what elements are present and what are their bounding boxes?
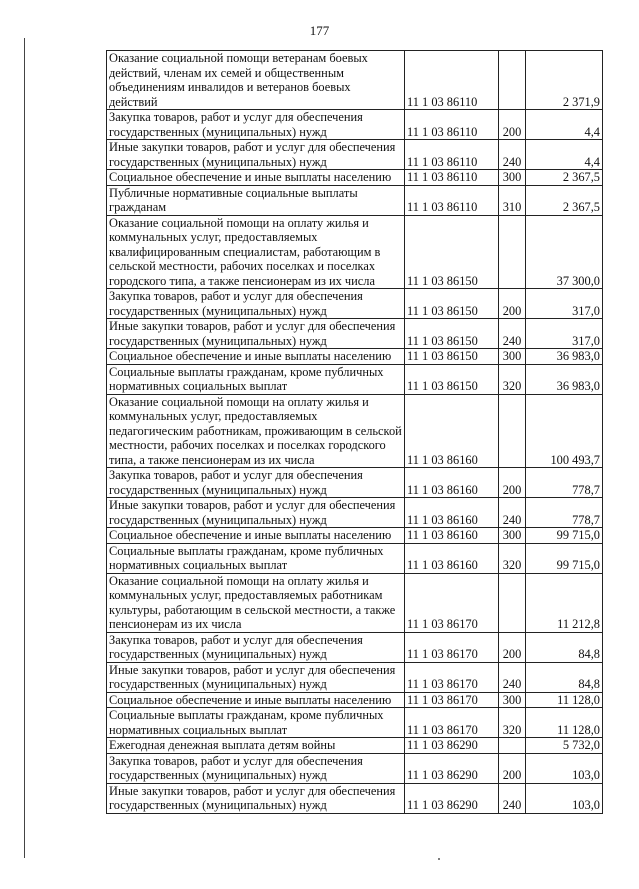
table-row bbox=[107, 708, 603, 738]
row-name-cell: Ежегодная денежная выплата детям войны bbox=[107, 738, 405, 754]
row-name-cell: Социальное обеспечение и иные выплаты населению bbox=[107, 170, 405, 186]
row-expense-type-cell: 200 bbox=[499, 632, 526, 662]
table-row bbox=[107, 753, 603, 783]
row-expense-type-cell: 320 bbox=[499, 708, 526, 738]
row-expense-type-cell: 240 bbox=[499, 498, 526, 528]
table-row bbox=[107, 573, 603, 632]
row-code-cell: 11 1 03 86150 bbox=[405, 319, 499, 349]
row-code-cell: 11 1 03 86110 bbox=[405, 110, 499, 140]
scan-speck bbox=[438, 858, 440, 860]
row-expense-type-cell: 310 bbox=[499, 185, 526, 215]
row-code-cell: 11 1 03 86160 bbox=[405, 394, 499, 468]
row-amount-cell: 4,4 bbox=[526, 140, 603, 170]
row-name-cell: Иные закупки товаров, работ и услуг для обеспечения государственных (муниципальных) нужд bbox=[107, 140, 405, 170]
row-amount-cell: 84,8 bbox=[526, 632, 603, 662]
row-amount-cell: 317,0 bbox=[526, 289, 603, 319]
row-expense-type-cell bbox=[499, 215, 526, 289]
row-code-cell: 11 1 03 86160 bbox=[405, 468, 499, 498]
row-name-cell: Оказание социальной помощи на оплату жилья и коммунальных услуг, предоставляемых квалифицированным специалистам, работающим в сельской местности, рабочих поселках и поселках городского типа, а также пенсионерам из их числа bbox=[107, 215, 405, 289]
row-code-cell: 11 1 03 86160 bbox=[405, 498, 499, 528]
row-amount-cell: 11 128,0 bbox=[526, 692, 603, 708]
row-code-cell: 11 1 03 86150 bbox=[405, 364, 499, 394]
row-amount-cell: 103,0 bbox=[526, 753, 603, 783]
row-amount-cell: 100 493,7 bbox=[526, 394, 603, 468]
binding-margin-line bbox=[24, 38, 25, 858]
table-row bbox=[107, 543, 603, 573]
row-name-cell: Закупка товаров, работ и услуг для обеспечения государственных (муниципальных) нужд bbox=[107, 632, 405, 662]
table-row bbox=[107, 632, 603, 662]
table-row bbox=[107, 468, 603, 498]
table-row bbox=[107, 51, 603, 110]
row-code-cell: 11 1 03 86170 bbox=[405, 708, 499, 738]
table-row bbox=[107, 783, 603, 813]
row-code-cell: 11 1 03 86170 bbox=[405, 573, 499, 632]
row-code-cell: 11 1 03 86110 bbox=[405, 140, 499, 170]
row-expense-type-cell: 300 bbox=[499, 170, 526, 186]
table-row bbox=[107, 185, 603, 215]
table-row bbox=[107, 289, 603, 319]
table-row bbox=[107, 738, 603, 754]
table-row bbox=[107, 349, 603, 365]
row-code-cell: 11 1 03 86160 bbox=[405, 528, 499, 544]
row-amount-cell: 778,7 bbox=[526, 498, 603, 528]
table-row bbox=[107, 692, 603, 708]
row-code-cell: 11 1 03 86290 bbox=[405, 783, 499, 813]
table-row bbox=[107, 498, 603, 528]
row-name-cell: Иные закупки товаров, работ и услуг для обеспечения государственных (муниципальных) нужд bbox=[107, 319, 405, 349]
row-expense-type-cell bbox=[499, 573, 526, 632]
row-amount-cell: 11 212,8 bbox=[526, 573, 603, 632]
row-expense-type-cell: 240 bbox=[499, 140, 526, 170]
table-row bbox=[107, 528, 603, 544]
row-name-cell: Социальное обеспечение и иные выплаты населению bbox=[107, 349, 405, 365]
row-amount-cell: 5 732,0 bbox=[526, 738, 603, 754]
row-code-cell: 11 1 03 86150 bbox=[405, 289, 499, 319]
row-expense-type-cell: 200 bbox=[499, 289, 526, 319]
table-row bbox=[107, 170, 603, 186]
row-amount-cell: 103,0 bbox=[526, 783, 603, 813]
row-code-cell: 11 1 03 86170 bbox=[405, 662, 499, 692]
row-expense-type-cell: 240 bbox=[499, 319, 526, 349]
row-code-cell: 11 1 03 86110 bbox=[405, 170, 499, 186]
row-name-cell: Иные закупки товаров, работ и услуг для обеспечения государственных (муниципальных) нужд bbox=[107, 662, 405, 692]
row-code-cell: 11 1 03 86170 bbox=[405, 692, 499, 708]
row-name-cell: Закупка товаров, работ и услуг для обеспечения государственных (муниципальных) нужд bbox=[107, 468, 405, 498]
budget-table-body bbox=[107, 51, 603, 814]
row-name-cell: Иные закупки товаров, работ и услуг для обеспечения государственных (муниципальных) нужд bbox=[107, 783, 405, 813]
row-name-cell: Оказание социальной помощи на оплату жилья и коммунальных услуг, предоставляемых работникам культуры, работающим в сельской местности, а также пенсионерам из их числа bbox=[107, 573, 405, 632]
row-name-cell: Социальные выплаты гражданам, кроме публичных нормативных социальных выплат bbox=[107, 708, 405, 738]
table-row bbox=[107, 662, 603, 692]
row-expense-type-cell bbox=[499, 738, 526, 754]
row-amount-cell: 36 983,0 bbox=[526, 364, 603, 394]
row-name-cell: Социальные выплаты гражданам, кроме публичных нормативных социальных выплат bbox=[107, 543, 405, 573]
row-expense-type-cell: 240 bbox=[499, 783, 526, 813]
row-expense-type-cell: 300 bbox=[499, 349, 526, 365]
row-name-cell: Иные закупки товаров, работ и услуг для обеспечения государственных (муниципальных) нужд bbox=[107, 498, 405, 528]
row-code-cell: 11 1 03 86290 bbox=[405, 738, 499, 754]
row-code-cell: 11 1 03 86110 bbox=[405, 51, 499, 110]
row-amount-cell: 36 983,0 bbox=[526, 349, 603, 365]
row-code-cell: 11 1 03 86290 bbox=[405, 753, 499, 783]
row-amount-cell: 99 715,0 bbox=[526, 543, 603, 573]
row-name-cell: Закупка товаров, работ и услуг для обеспечения государственных (муниципальных) нужд bbox=[107, 289, 405, 319]
row-expense-type-cell: 200 bbox=[499, 753, 526, 783]
row-code-cell: 11 1 03 86160 bbox=[405, 543, 499, 573]
row-code-cell: 11 1 03 86110 bbox=[405, 185, 499, 215]
row-name-cell: Социальное обеспечение и иные выплаты населению bbox=[107, 528, 405, 544]
row-expense-type-cell: 300 bbox=[499, 528, 526, 544]
row-code-cell: 11 1 03 86150 bbox=[405, 349, 499, 365]
row-expense-type-cell bbox=[499, 51, 526, 110]
row-name-cell: Публичные нормативные социальные выплаты гражданам bbox=[107, 185, 405, 215]
budget-table bbox=[106, 50, 603, 814]
row-name-cell: Оказание социальной помощи на оплату жилья и коммунальных услуг, предоставляемых педагогическим работникам, проживающим в сельской местности, рабочих поселках и поселках городского типа, а также пенсионерам из их числа bbox=[107, 394, 405, 468]
row-expense-type-cell: 320 bbox=[499, 364, 526, 394]
row-expense-type-cell: 240 bbox=[499, 662, 526, 692]
table-row bbox=[107, 364, 603, 394]
row-expense-type-cell: 320 bbox=[499, 543, 526, 573]
row-name-cell: Закупка товаров, работ и услуг для обеспечения государственных (муниципальных) нужд bbox=[107, 753, 405, 783]
page-number: 177 bbox=[309, 23, 330, 38]
row-amount-cell: 37 300,0 bbox=[526, 215, 603, 289]
row-expense-type-cell: 300 bbox=[499, 692, 526, 708]
row-code-cell: 11 1 03 86170 bbox=[405, 632, 499, 662]
row-amount-cell: 11 128,0 bbox=[526, 708, 603, 738]
row-name-cell: Закупка товаров, работ и услуг для обеспечения государственных (муниципальных) нужд bbox=[107, 110, 405, 140]
row-code-cell: 11 1 03 86150 bbox=[405, 215, 499, 289]
row-amount-cell: 317,0 bbox=[526, 319, 603, 349]
row-amount-cell: 2 371,9 bbox=[526, 51, 603, 110]
row-amount-cell: 778,7 bbox=[526, 468, 603, 498]
table-row bbox=[107, 110, 603, 140]
row-expense-type-cell bbox=[499, 394, 526, 468]
table-row bbox=[107, 394, 603, 468]
row-name-cell: Социальное обеспечение и иные выплаты населению bbox=[107, 692, 405, 708]
row-name-cell: Социальные выплаты гражданам, кроме публичных нормативных социальных выплат bbox=[107, 364, 405, 394]
row-amount-cell: 4,4 bbox=[526, 110, 603, 140]
row-amount-cell: 2 367,5 bbox=[526, 170, 603, 186]
table-row bbox=[107, 140, 603, 170]
row-expense-type-cell: 200 bbox=[499, 110, 526, 140]
row-amount-cell: 99 715,0 bbox=[526, 528, 603, 544]
row-amount-cell: 2 367,5 bbox=[526, 185, 603, 215]
row-name-cell: Оказание социальной помощи ветеранам боевых действий, членам их семей и общественным объединениям инвалидов и ветеранов боевых действий bbox=[107, 51, 405, 110]
row-amount-cell: 84,8 bbox=[526, 662, 603, 692]
row-expense-type-cell: 200 bbox=[499, 468, 526, 498]
table-row bbox=[107, 319, 603, 349]
table-row bbox=[107, 215, 603, 289]
